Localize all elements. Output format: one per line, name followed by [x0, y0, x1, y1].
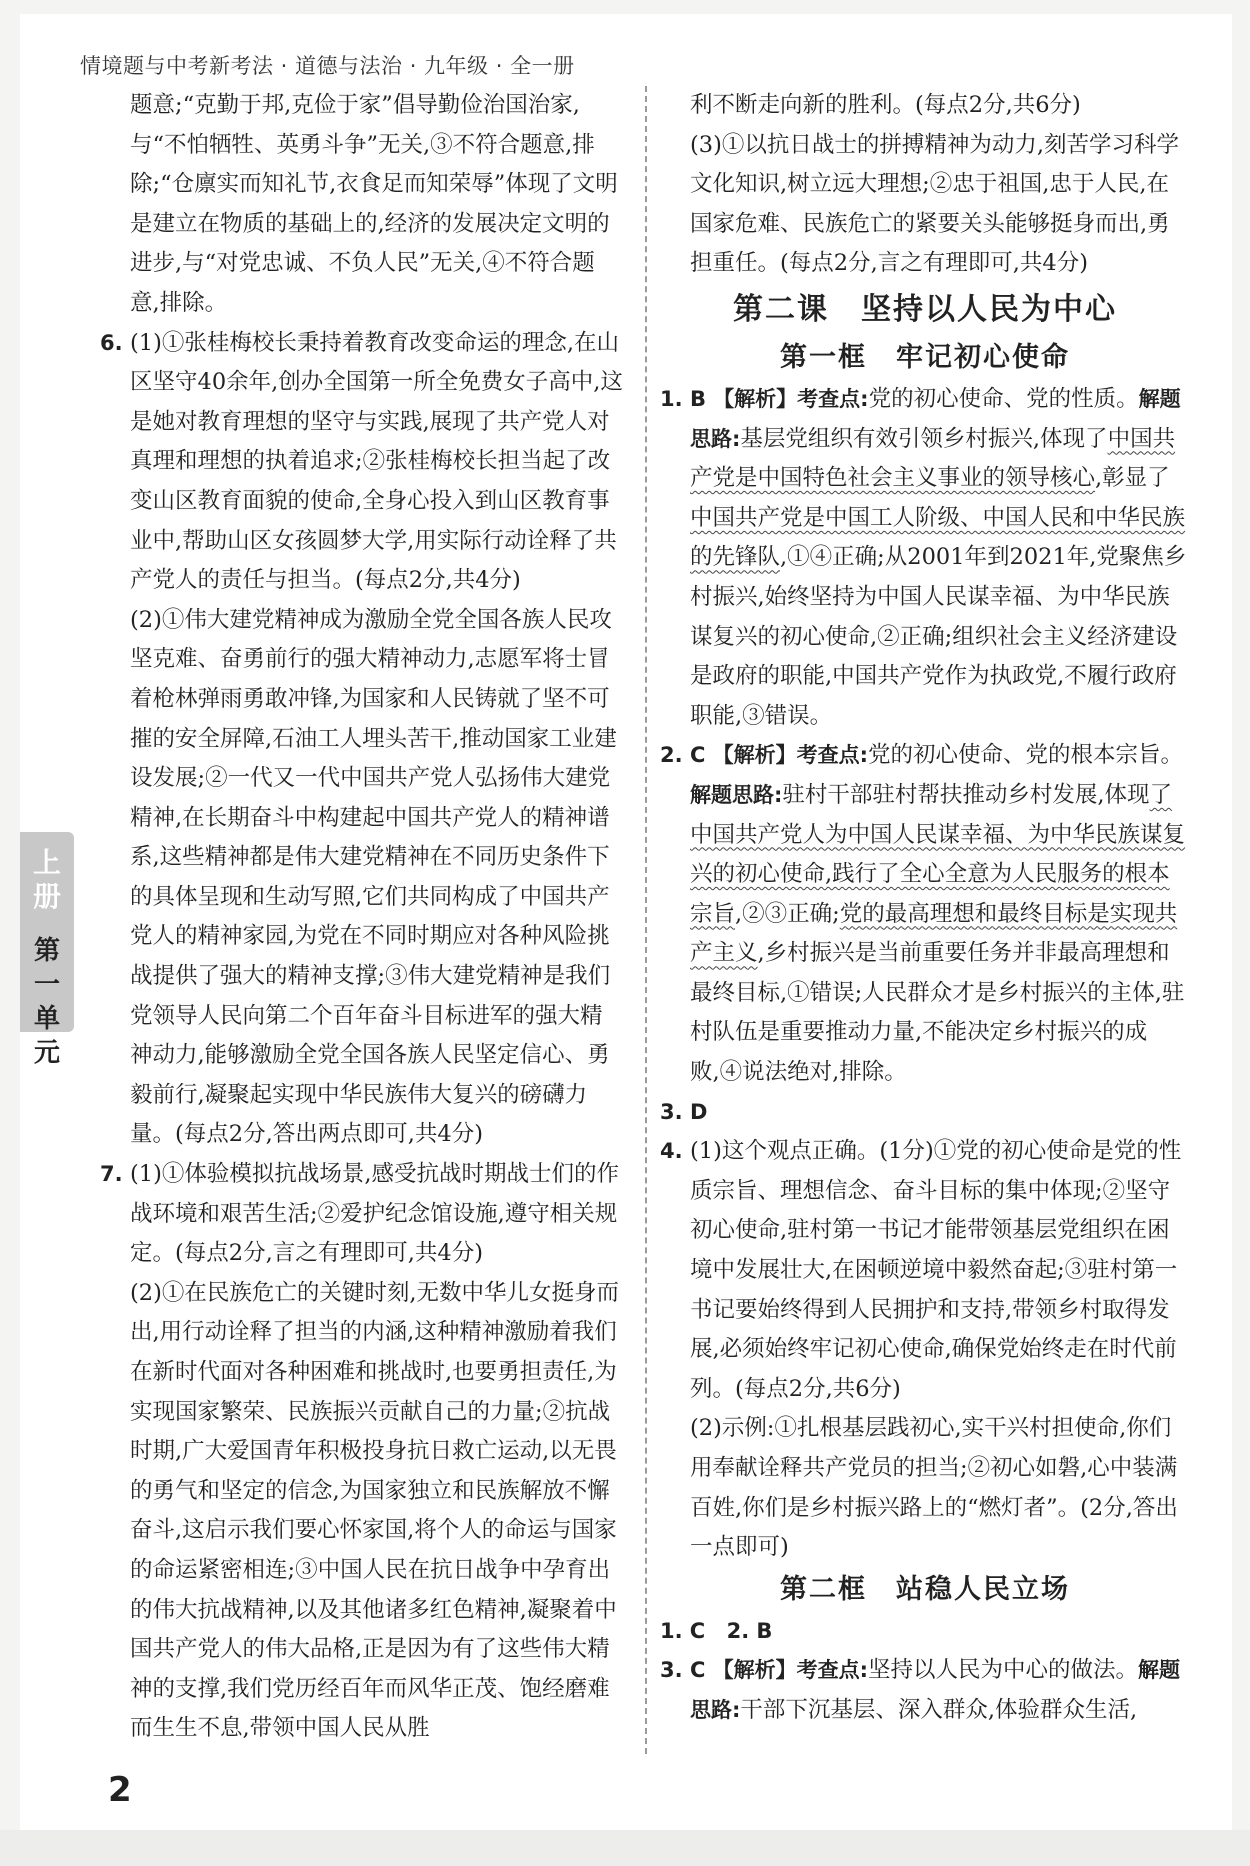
key-phrase: 中国共产党是中国工人阶级、中国人民和中华民族的先锋队: [690, 504, 1186, 571]
answer-item-3: [660, 1093, 1190, 1133]
item-number: 2.: [660, 743, 683, 768]
page-bottom-band: [0, 1830, 1250, 1866]
analysis-text: ,乡村振兴是当前重要任务并非最高理想和最终目标,①错误;人民群众才是乡村振兴的主体,驻村队伍是重要推动力量,不能决定乡村振兴的成败,④说法绝对,排除。: [690, 940, 1185, 1086]
analysis-text: 驻村干部驻村帮扶推动乡村发展,体现: [782, 781, 1150, 808]
answer-letter: B: [756, 1618, 773, 1643]
item-number: 4.: [660, 1139, 683, 1164]
item-number: 1.: [660, 1618, 683, 1643]
test-point-text: 党的初心使命、党的性质。: [868, 385, 1139, 412]
answer-letter: C: [689, 1618, 706, 1643]
answer-paragraph: [690, 1093, 1190, 1133]
column-divider: [645, 86, 647, 1754]
continued-text: 题意;“克勤于邦,克俭于家”倡导勤俭治国治家,与“不怕牺牲、英勇斗争”无关,③不符合题意,排除;“仓廪实而知礼节,衣食足而知荣辱”体现了文明是建立在物质的基础上的,经济的发展决定文明的进步,与“对党忠诚、不负人民”无关,④不符合题意,排除。: [130, 92, 618, 316]
key-phrase: 党的最高理想和最终目标是实现共产主义: [690, 900, 1178, 967]
answer-row: [660, 1612, 1190, 1652]
key-phrase: 了中国共产党人为中国人民谋幸福、为中华民族谋复兴的初心使命,践行了全心全意为人民服务的根本宗旨: [690, 781, 1186, 927]
item-number: 3.: [660, 1099, 683, 1124]
answer-paragraph: (2)①伟大建党精神成为激励全党全国各族人民攻坚克难、奋勇前行的强大精神动力,志愿军将士冒着枪林弹雨勇敢冲锋,为国家和人民铸就了坚不可摧的安全屏障,石油工人埋头苦干,推动国家工业建设发展;②一代又一代中国共产党人弘扬伟大建党精神,在长期奋斗中构建起中国共产党人的精神谱系,这些精神都是伟大建党精神在不同历史条件下的具体呈现和生动写照,它们共同构成了中国共产党人的精神家园,为党在不同时期应对各种风险挑战提供了强大的精神支撑;③伟大建党精神是我们党领导人民向第二个百年奋斗目标进军的强大精神动力,能够激励全党全国各族人民坚定信心、勇毅前行,凝聚起实现中华民族伟大复兴的磅礴力量。(每点2分,答出两点即可,共4分): [130, 606, 617, 1148]
test-point-label: 考查点:: [796, 743, 868, 768]
volume-label: 上 册: [32, 846, 61, 913]
answer-letter: C: [690, 1658, 706, 1683]
answer-paragraph: (2)①在民族危亡的关键时刻,无数中华儿女挺身而出,用行动诠释了担当的内涵,这种精神激励着我们在新时代面对各种困难和挑战时,也要勇担责任,为实现国家繁荣、民族振兴贡献自己的力量;②抗战时期,广大爱国青年积极投身抗日救亡运动,以无畏的勇气和坚定的信念,为国家独立和民族解放不懈奋斗,这启示我们要心怀家国,将个人的命运与国家的命运紧密相连;③中国人民在抗日战争中孕育出的伟大抗战精神,以及其他诸多红色精神,凝聚着中国共产党人的伟大品格,正是因为有了这些伟大精神的支撑,我们党历经百年而风华正茂、饱经磨难而生生不息,带领中国人民从胜: [130, 1279, 620, 1742]
section-title: 第一框 牢记初心使命: [780, 341, 1070, 373]
answer-item-1: [660, 380, 1190, 736]
lesson-title: 第二课 坚持以人民为中心: [733, 291, 1117, 327]
answer-item-6: [100, 324, 624, 1155]
test-point-text: 坚持以人民为中心的做法。: [867, 1657, 1138, 1684]
right-column: [660, 86, 1190, 1731]
item-number: 1.: [660, 386, 683, 411]
analysis-label: 【解析】: [712, 743, 797, 768]
key-phrase: 中国共产党是中国特色社会主义事业的领导核心: [690, 425, 1176, 492]
solution-label: 解题思路:: [690, 782, 783, 807]
answer-letter: C: [690, 743, 706, 768]
continued-text: 利不断走向新的胜利。(每点2分,共6分): [690, 92, 1081, 118]
item-number: 3.: [660, 1658, 683, 1683]
answer-item-7: [100, 1155, 624, 1749]
item-number: 6.: [100, 330, 123, 355]
answer-item-3b: [660, 1651, 1190, 1730]
answer-paragraph: (1)①张桂梅校长秉持着教育改变命运的理念,在山区坚守40余年,创办全国第一所全免费女子高中,这是她对教育理想的坚守与实践,展现了共产党人对真理和理想的执着追求;②张桂梅校长担当起了改变山区教育面貌的使命,全身心投入到山区教育事业中,帮助山区女孩圆梦大学,用实际行动诠释了共产党人的责任与担当。(每点2分,共4分): [130, 329, 623, 594]
unit-label: 第 一 单 元: [33, 936, 60, 1068]
answer-paragraph: (2)示例:①扎根基层践初心,实干兴村担使命,你们用奉献诠释共产党员的担当;②初心如磐,心中装满百姓,你们是乡村振兴路上的“燃灯者”。(2分,答出一点即可): [690, 1415, 1178, 1561]
analysis-label: 【解析】: [713, 386, 798, 411]
analysis-label: 【解析】: [712, 1658, 797, 1683]
answer-paragraph: [690, 1651, 1190, 1730]
analysis-text: 基层党组织有效引领乡村振兴,体现了: [740, 425, 1108, 452]
answer-paragraph: (3)①以抗日战士的拼搏精神为动力,刻苦学习科学文化知识,树立远大理想;②忠于祖国,忠于人民,在国家危难、民族危亡的紧要关头能够挺身而出,勇担重任。(每点2分,言之有理即可,共4分): [690, 131, 1180, 277]
analysis-text: 干部下沉基层、深入群众,体验群众生活,: [740, 1696, 1138, 1723]
answer-letter: D: [690, 1099, 708, 1124]
item-number: 2.: [726, 1618, 750, 1643]
test-point-text: 党的初心使命、党的根本宗旨。: [867, 742, 1183, 769]
analysis-text: ,②③正确;: [735, 900, 840, 927]
item-number: 7.: [100, 1162, 123, 1187]
running-header: 情境题与中考新考法 · 道德与法治 · 九年级 · 全一册: [80, 54, 575, 78]
page-number: 2: [108, 1770, 132, 1810]
section-title: 第二框 站稳人民立场: [780, 1573, 1070, 1605]
answer-paragraph: [690, 380, 1190, 736]
test-point-label: 考查点:: [796, 1658, 868, 1683]
solution-label: 解题思路:: [690, 1658, 1180, 1722]
test-point-label: 考查点:: [797, 386, 869, 411]
answer-item-4: [660, 1132, 1190, 1568]
answer-paragraph: (1)这个观点正确。(1分)①党的初心使命是党的性质宗旨、理想信念、奋斗目标的集中体现;②坚守初心使命,驻村第一书记才能带领基层党组织在困境中发展壮大,在困顿逆境中毅然奋起;③驻村第一书记要始终得到人民拥护和支持,带领乡村取得发展,必须始终牢记初心使命,确保党始终走在时代前列。(每点2分,共6分): [690, 1138, 1182, 1402]
analysis-text: ,①④正确;从2001年到2021年,党聚焦乡村振兴,始终坚持为中国人民谋幸福、为中华民族谋复兴的初心使命,②正确;组织社会主义经济建设是政府的职能,中国共产党作为执政党,不履行政府职能,③错误。: [690, 544, 1187, 729]
answer-letter: B: [690, 386, 707, 411]
answer-item-2: [660, 736, 1190, 1092]
left-column: [100, 86, 624, 1749]
answer-paragraph: [690, 736, 1190, 1092]
analysis-text: ,彰显了: [1095, 465, 1170, 492]
solution-label: 解题思路:: [690, 386, 1181, 451]
answer-paragraph: (1)①体验模拟抗战场景,感受抗战时期战士们的作战环境和艰苦生活;②爱护纪念馆设施,遵守相关规定。(每点2分,言之有理即可,共4分): [130, 1161, 620, 1267]
